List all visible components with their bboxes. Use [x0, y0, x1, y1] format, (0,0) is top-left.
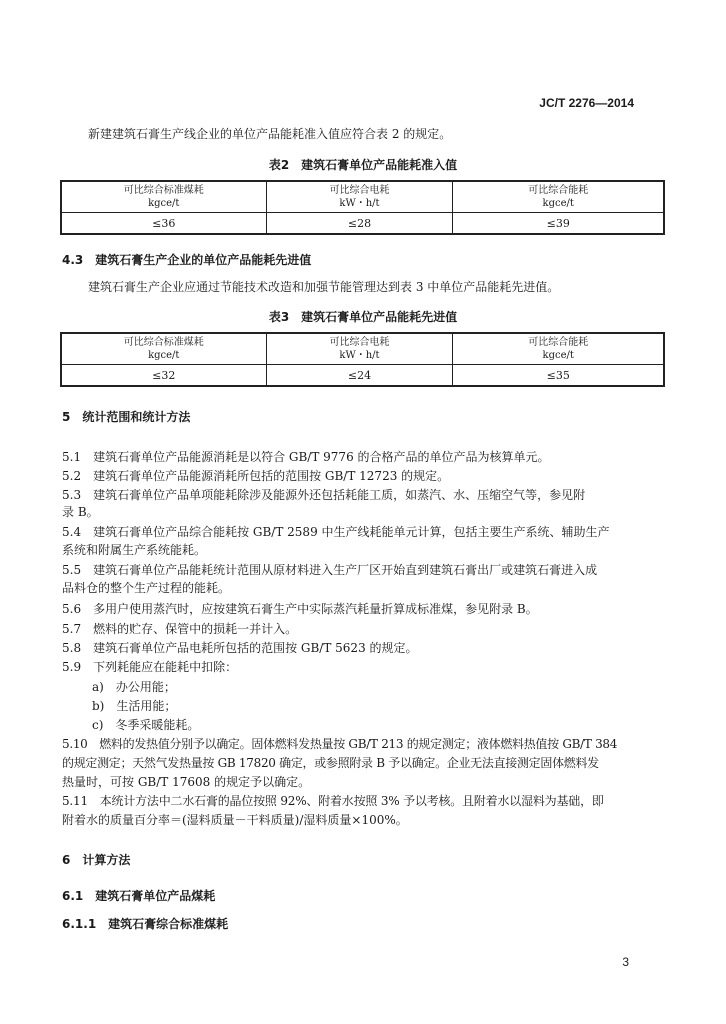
section-5-heading: 5 统计范围和统计方法 — [62, 410, 191, 424]
clause-5-4-cont: 系统和附属生产系统能耗。 — [62, 543, 207, 557]
table3-cell: ≤35 — [453, 365, 664, 387]
table2-col2-header: 可比综合电耗 kW・h/t — [266, 181, 453, 213]
clause-5-5: 5.5 建筑石膏单位产品能耗统计范围从原材料进入生产厂区开始直到建筑石膏出厂或建筑石膏进入成 — [62, 563, 598, 577]
standard-number: JC/T 2276—2014 — [539, 96, 634, 110]
clause-5-6: 5.6 多用户使用蒸汽时，应按建筑石膏生产中实际蒸汽耗量折算成标准煤，参见附录 B。 — [62, 602, 538, 616]
section-6-heading: 6 计算方法 — [62, 853, 131, 867]
section-4-3-text: 建筑石膏生产企业应通过节能技术改造和加强节能管理达到表 3 中单位产品能耗先进值。 — [88, 280, 560, 294]
table2-caption: 表2 建筑石膏单位产品能耗准入值 — [268, 158, 458, 172]
section-6-1-heading: 6.1 建筑石膏单位产品煤耗 — [62, 889, 216, 903]
clause-5-1: 5.1 建筑石膏单位产品能源消耗是以符合 GB/T 9776 的合格产品的单位产品为核算单元。 — [62, 450, 550, 464]
clause-5-3: 5.3 建筑石膏单位产品单项能耗除涉及能源外还包括耗能工质，如蒸汽、水、压缩空气等，参见附 — [62, 488, 586, 502]
table3-cell: ≤32 — [61, 365, 266, 387]
table3-cell: ≤24 — [266, 365, 453, 387]
list-item: a) 办公用能； — [92, 680, 176, 694]
table3 — [60, 332, 665, 387]
table3-col3-header: 可比综合能耗 kgce/t — [453, 333, 664, 365]
clause-5-9: 5.9 下列耗能应在能耗中扣除： — [62, 660, 238, 674]
table2-cell: ≤36 — [61, 213, 266, 235]
table2-col1-header: 可比综合标准煤耗 kgce/t — [61, 181, 266, 213]
table2-col3-header: 可比综合能耗 kgce/t — [453, 181, 664, 213]
table2-cell: ≤28 — [266, 213, 453, 235]
list-item: c) 冬季采暖能耗。 — [92, 718, 200, 732]
clause-5-8: 5.8 建筑石膏单位产品电耗所包括的范围按 GB/T 5623 的规定。 — [62, 641, 418, 655]
list-item: b) 生活用能； — [92, 699, 177, 713]
clause-5-4: 5.4 建筑石膏单位产品综合能耗按 GB/T 2589 中生产线耗能单元计算，包括主要生产系统、辅助生产 — [62, 525, 610, 539]
clause-5-10: 5.10 燃料的发热值分别予以确定。固体燃料发热量按 GB/T 213 的规定测定；液体燃料热值按 GB/T 384 — [62, 737, 618, 751]
clause-5-5-cont: 品料仓的整个生产过程的能耗。 — [62, 581, 231, 595]
page-number: 3 — [622, 955, 629, 969]
intro-line: 新建建筑石膏生产线企业的单位产品能耗准入值应符合表 2 的规定。 — [88, 127, 452, 141]
section-6-1-1-heading: 6.1.1 建筑石膏综合标准煤耗 — [62, 917, 229, 931]
clause-5-2: 5.2 建筑石膏单位产品能源消耗所包括的范围按 GB/T 12723 的规定。 — [62, 469, 450, 483]
clause-5-11: 5.11 本统计方法中二水石膏的晶位按照 92%、附着水按照 3% 予以考核。且附着水以湿料为基础，即 — [62, 794, 604, 808]
section-4-3-heading: 4.3 建筑石膏生产企业的单位产品能耗先进值 — [62, 253, 312, 267]
clause-5-7: 5.7 燃料的贮存、保管中的损耗一并计入。 — [62, 622, 298, 636]
table2-cell: ≤39 — [453, 213, 664, 235]
clause-5-10-cont: 的规定测定；天然气发热量按 GB 17820 确定，或参照附录 B 予以确定。企业无法直接测定固体燃料发 — [62, 756, 599, 770]
clause-5-11-cont: 附着水的质量百分率＝(湿料质量－干料质量)/湿料质量×100%。 — [62, 813, 408, 827]
table3-col1-header: 可比综合标准煤耗 kgce/t — [61, 333, 266, 365]
clause-5-10-cont2: 热量时，可按 GB/T 17608 的规定予以确定。 — [62, 775, 311, 789]
clause-5-3-cont: 录 B。 — [62, 505, 99, 519]
table3-col2-header: 可比综合电耗 kW・h/t — [266, 333, 453, 365]
table2 — [60, 180, 665, 235]
table3-caption: 表3 建筑石膏单位产品能耗先进值 — [268, 310, 458, 324]
